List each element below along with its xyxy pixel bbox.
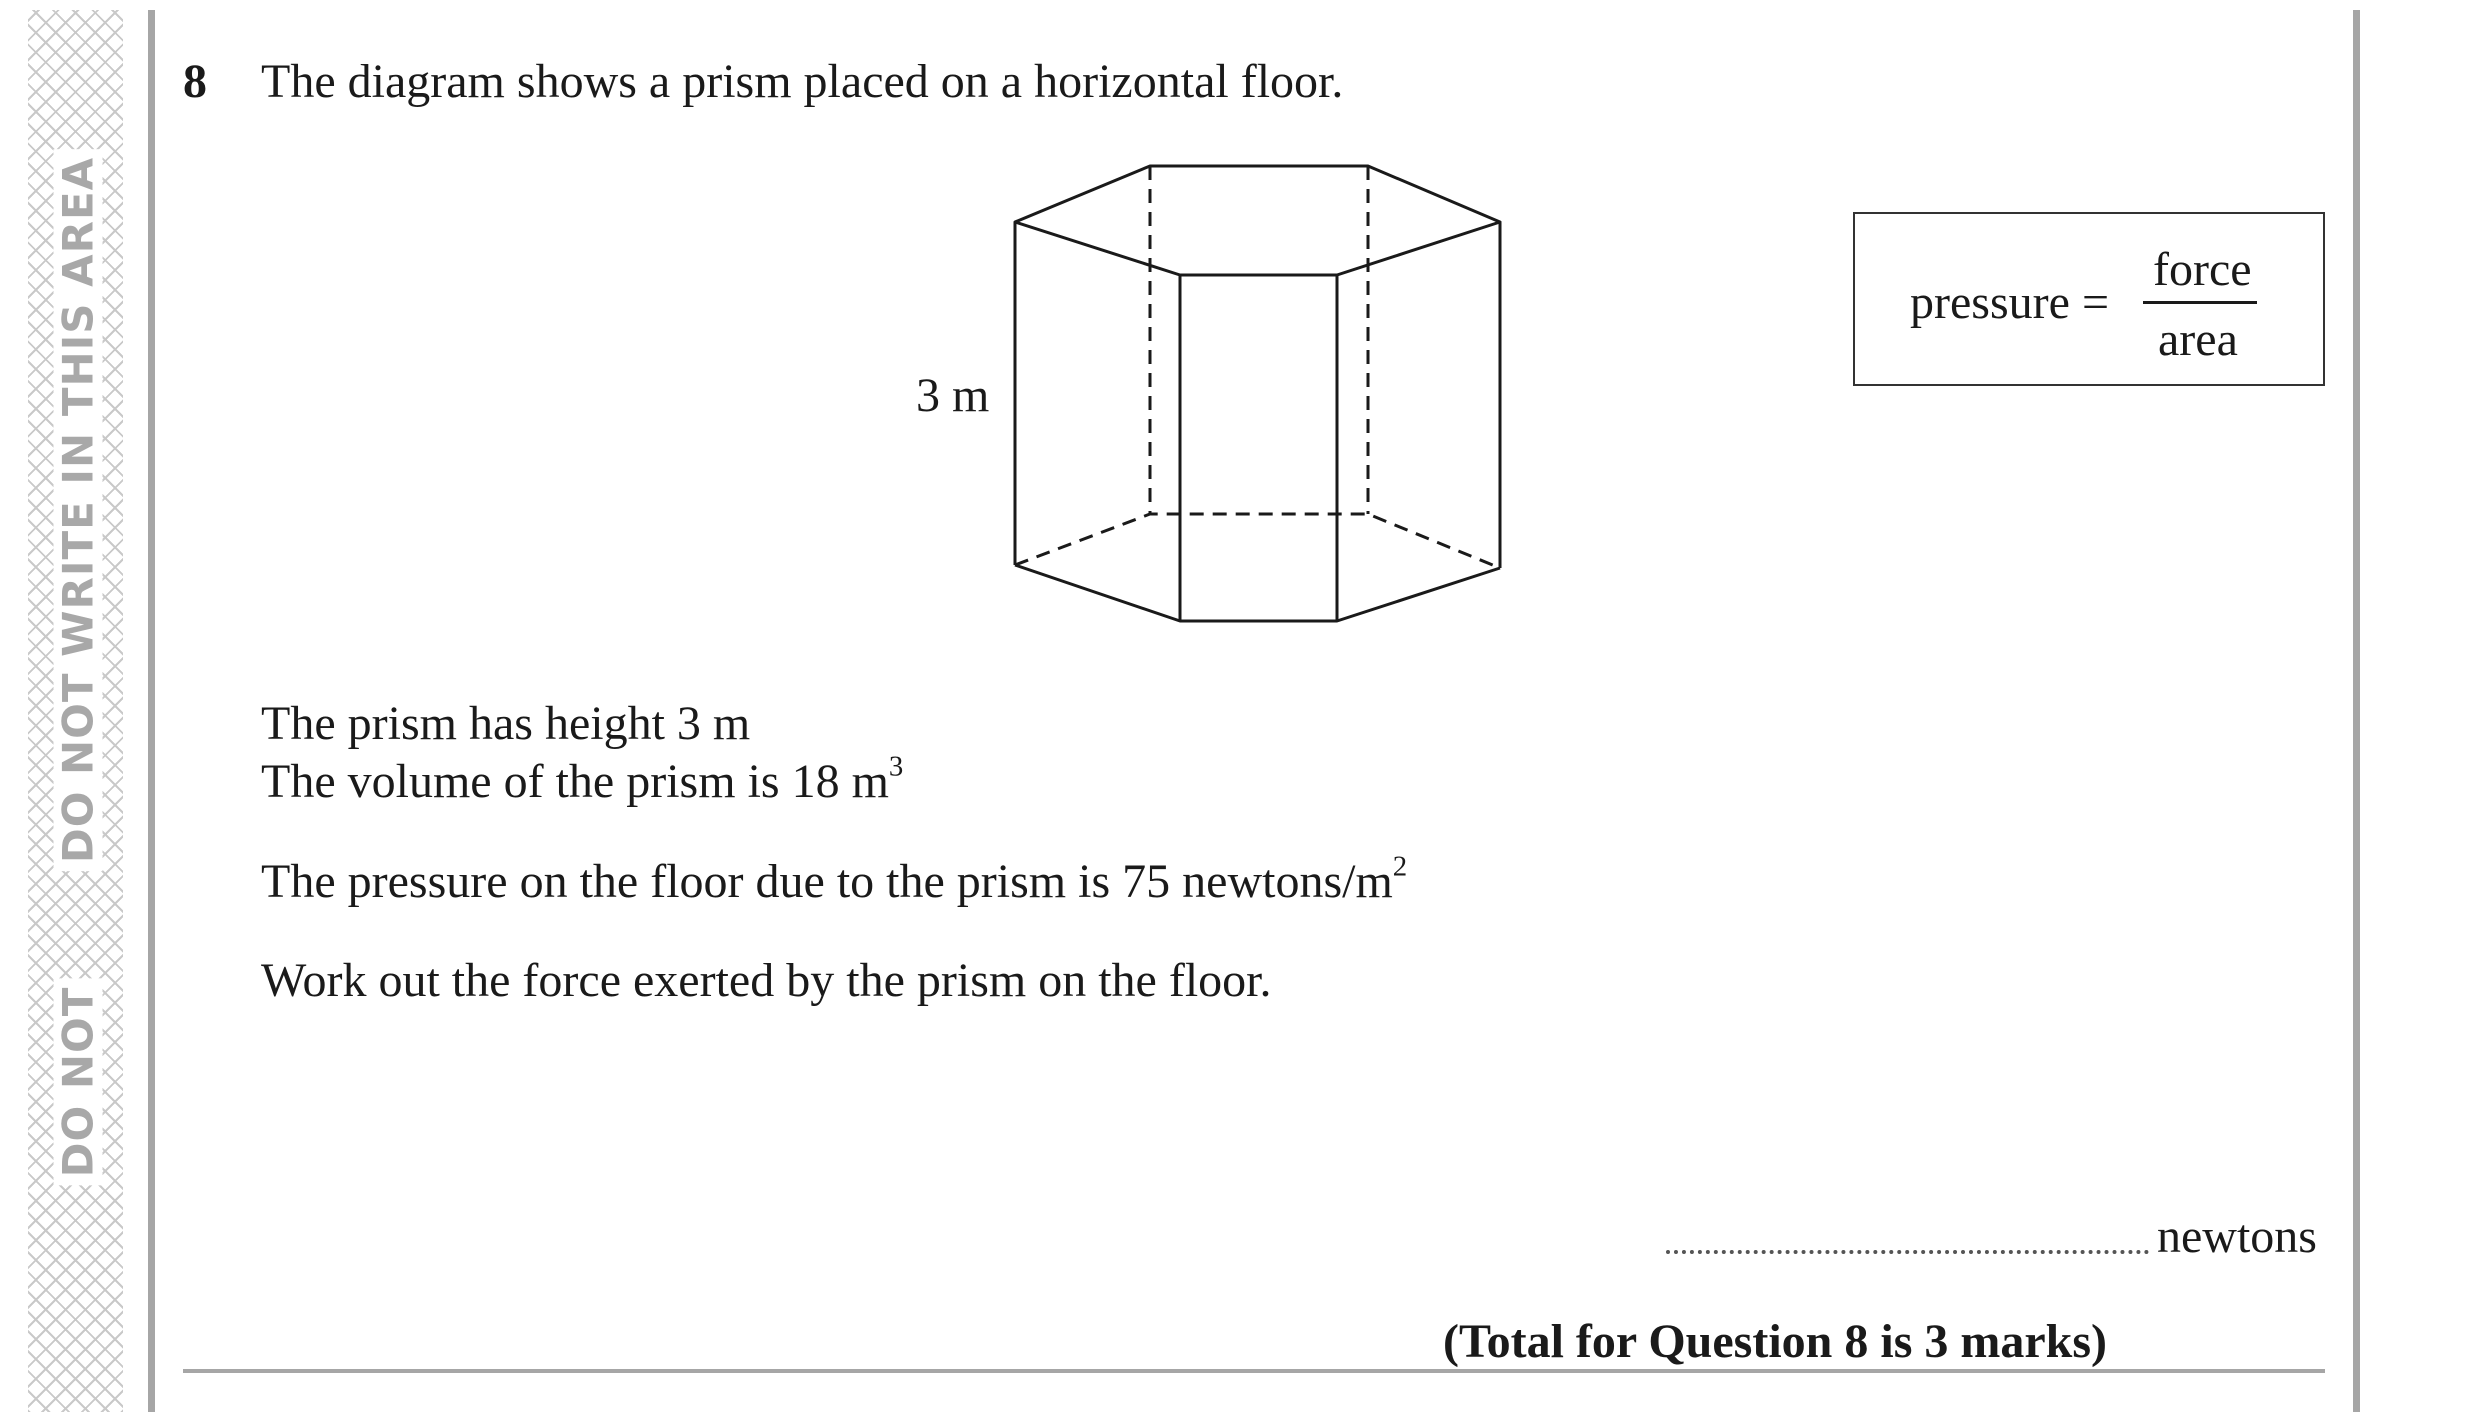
- formula-denominator: area: [2158, 313, 2238, 366]
- volume-statement: The volume of the prism is 18 $m^3$: [261, 750, 904, 808]
- prism-top-face: [1015, 166, 1500, 275]
- task-instruction: Work out the force exerted by the prism on the floor.: [261, 954, 1272, 1007]
- prism-hidden-bottom-edges: [1015, 514, 1500, 568]
- height-statement: The prism has height 3 m: [261, 697, 751, 750]
- question-intro: The diagram shows a prism placed on a horizontal floor.: [261, 55, 1344, 108]
- prism-bottom-edges: [1015, 565, 1500, 621]
- margin-warning-text-partial: DO NOT: [54, 979, 103, 1186]
- formula-lhs: pressure =: [1910, 276, 2110, 329]
- margin-warning-text: DO NOT WRITE IN THIS AREA: [54, 149, 103, 871]
- answer-unit: newtons: [2157, 1210, 2317, 1263]
- height-label: 3 m: [916, 369, 990, 422]
- fraction-bar: [2143, 301, 2257, 304]
- pressure-statement: The pressure on the floor due to the prism is 75 newtons/$m^2$: [261, 850, 1408, 908]
- formula-box: [1853, 212, 2325, 386]
- total-marks: (Total for Question 8 is 3 marks): [1443, 1315, 2108, 1368]
- formula-numerator: force: [2153, 243, 2252, 296]
- question-number: 8: [183, 55, 207, 108]
- answer-line[interactable]: [1666, 1250, 2149, 1254]
